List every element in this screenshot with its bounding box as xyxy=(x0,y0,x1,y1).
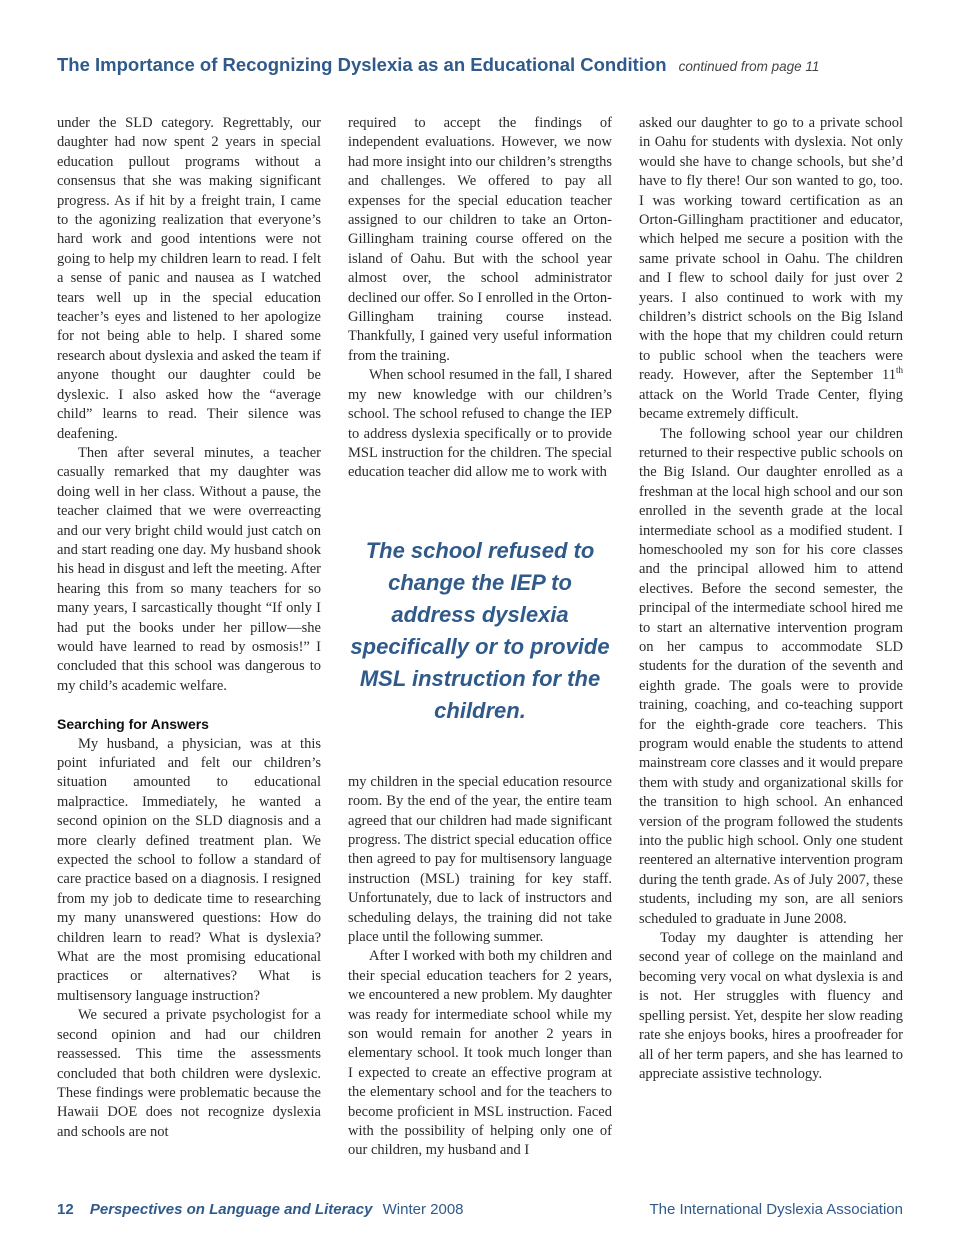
continued-note: continued from page 11 xyxy=(678,59,820,74)
paragraph: my children in the special education resource room. By the end of the year, the entire team agreed that our children had made significant progress. The district special education office then agreed to pay for multisensory language instruction (MSL) training for key staff. Unfortunately, due to lack of instructors and scheduling delays, the training did not take place until the following summer. xyxy=(348,773,612,945)
paragraph: We secured a private psychologist for a second opinion and had our children reassessed. This time the assessments concluded that both children were dyslexic. These findings were problematic because the Hawaii DOE does not recognize dyslexia and schools are not xyxy=(57,1007,321,1140)
paragraph-text: attack on the World Trade Center, flying became extremely difficult. xyxy=(639,386,903,423)
paragraph xyxy=(639,114,903,425)
article-title: The Importance of Recognizing Dyslexia as an Educational Condition xyxy=(57,54,667,75)
paragraph: Then after several minutes, a teacher casually remarked that my daughter was doing well in her class. Without a pause, the teacher claimed that we were overreacting and our very bright child would just catch on and start reading one day. My husband shook his head in disgust and left the meeting. After hearing this from so many teachers for so many years, I sarcastically thought “If only I had put the books under her pillow—she would have learned to read by osmosis!” I concluded that this school was dangerous to my child’s academic welfare. xyxy=(57,444,321,694)
organization-name: The International Dyslexia Association xyxy=(649,1201,903,1218)
page-header xyxy=(57,54,917,76)
paragraph: Today my daughter is attending her second year of college on the mainland and becoming very vocal on what dyslexia is and is not. Her struggles with fluency and spelling persist. Yet, despite her slow reading rate she enjoys books, hires a proofreader for all of her term papers, and she has learned to appreciate assistive technology. xyxy=(639,930,903,1082)
paragraph: required to accept the findings of independent evaluations. However, we now had more insight into our children’s strengths and challenges. We offered to pay all expenses for the special education teacher assigned to our children to take an Orton-Gillingham training course offered on the island of Oahu. But with the school year almost over, the school administrator declined our offer. So I enrolled in the Orton-Gillingham training course instead. Thankfully, I gained very useful information from the training. xyxy=(348,115,612,364)
paragraph: The following school year our children returned to their respective public schools on the Big Island. Our daughter enrolled as a freshman at the local high school and our son enrolled in the seventh grade at the local intermediate school as a modified student. I homeschooled my son for his core classes and the principal allowed him to attend electives. Before the second semester, the principal of the intermediate school hired me to start an alternative intervention program on her campus to accommodate SLD students for the duration of the seventh and eighth grade. The goals were to provide training, coaching, and co-teaching support for the eighth-grade core teachers. This program would enable the students to attend mainstream core classes and it would prepare them with study and organizational skills for the transition to high school. An enhanced version of the program followed the students into the public high school. Only one student reentered an alternative intervention program during the tenth grade. As of July 2007, these students, including my son, are all seniors scheduled to graduate in June 2008. xyxy=(639,425,903,927)
page-number: 12 xyxy=(57,1201,74,1218)
column-left xyxy=(57,114,321,1142)
paragraph: under the SLD category. Regrettably, our daughter had now spent 2 years in special education pullout programs without a consensus that she was making significant progress. As if hit by a freight train, I came to the agonizing realization that everyone’s hard work and good intentions were not going to help my children learn to read. I felt a sense of panic and nausea as I watched tears well up in the special education teacher’s eyes and listened to her apologize for not being able to help. I shared some research about dyslexia and asked the team if anyone thought our daughter could be dyslexic. I also asked how the “average child” learns to read. Their silence was deafening. xyxy=(57,115,321,442)
paragraph: When school resumed in the fall, I shared my new knowledge with our children’s school. The school refused to change the IEP to address dyslexia specifically or to provide MSL instruction for the children. The special education teacher did allow me to work with xyxy=(348,367,612,481)
issue-season: Winter 2008 xyxy=(382,1201,464,1218)
column-middle xyxy=(348,114,612,1161)
pull-quote: The school refused to change the IEP to address dyslexia specifically or to provide MSL instruction for the children. xyxy=(350,537,610,723)
column-right xyxy=(639,114,903,1084)
page-footer xyxy=(57,1201,903,1218)
ordinal-suffix: th xyxy=(895,365,903,376)
publication-name: Perspectives on Language and Literacy xyxy=(89,1201,373,1218)
paragraph-text: asked our daughter to go to a private school in Oahu for students with dyslexia. Not only would she have to change schools, but she’d have to fly there! Our son wanted to go, too. I was working toward certification as an Orton-Gillingham practitioner and educator, which helped me secure a position with the same private school in Oahu. The children and I flew to school daily for just over 2 years. I also continued to work with my children’s district schools on the Big Island with the hope that my children could return to public school when the teachers were ready. However, after the September 11 xyxy=(639,115,903,384)
section-heading: Searching for Answers xyxy=(57,716,209,733)
paragraph: After I worked with both my children and their special education teachers for 2 years, we encountered a new problem. My daughter was ready for intermediate school while my son would remain for another 2 years in elementary school. It took much longer than I expected to create an effective program at the elementary school and for the teachers to become proficient in MSL instruction. Faced with the possibility of helping only one of our children, my husband and I xyxy=(348,948,612,1159)
paragraph: My husband, a physician, was at this point infuriated and felt our children’s situation amounted to educational malpractice. Immediately, he wanted a second opinion on the SLD diagnosis and a more clearly defined treatment plan. We expected the school to follow a standard of care practice based on a diagnosis. I resigned from my job to dedicate time to researching my many unanswered questions: How do children learn to read? What is dyslexia? What are the most promising educational practices or alternatives? What is multisensory language instruction? xyxy=(57,735,321,1004)
